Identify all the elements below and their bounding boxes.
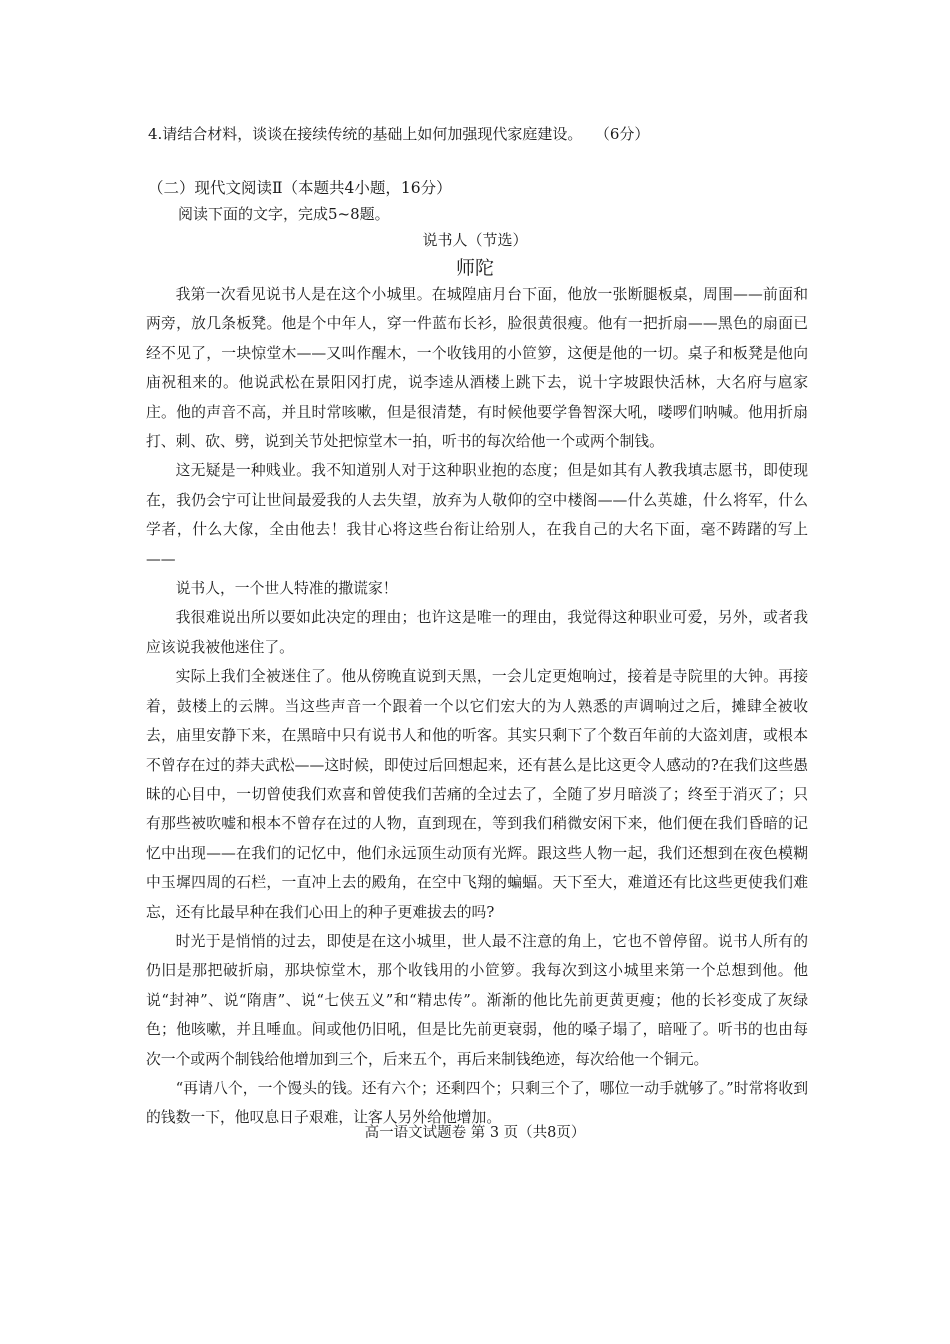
article-body <box>146 280 808 1133</box>
paragraph: 实际上我们全被迷住了。他从傍晚直说到天黑，一会儿定更炮响过，接着是寺院里的大钟。再接着，鼓楼上的云牌。当这些声音一个跟着一个以它们宏大的为人熟悉的声调响过之后，摊肆全被收去，庙里安静下来，在黑暗中只有说书人和他的听客。其实只剩下了个数百年前的大盗刘唐，或根本不曾存在过的莽夫武松——这时候，即使过后回想起来，还有甚么是比这更令人感动的?在我们这些愚昧的心目中，一切曾使我们欢喜和曾使我们苦痛的全过去了，全随了岁月暗淡了；终至于消灭了；只有那些被吹嘘和根本不曾存在过的人物，直到现在，等到我们稍微安闲下来，他们便在我们昏暗的记忆中出现——在我们的记忆中，他们永远顶生动顶有光辉。跟这些人物一起，我们还想到在夜色模糊中玉墀四周的石栏，一直冲上去的殿角，在空中飞翔的蝙蝠。天下至大，难道还有比这些更使我们难忘，还有比最早种在我们心田上的种子更难拔去的吗? <box>146 668 808 921</box>
paragraph: 说书人，一个世人特准的撒谎家！ <box>175 580 398 598</box>
paragraph: 这无疑是一种贱业。我不知道别人对于这种职业抱的态度；但是如其有人教我填志愿书，即使现在，我仍会宁可让世间最爱我的人去失望，放弃为人敬仰的空中楼阁——什么英雄，什么将军，什么学者，什么大傢，全由他去！我甘心将这些台衔让给别人，在我自己的大名下面，毫不踌躇的写上—— <box>146 462 808 568</box>
article-title: 说书人（节选） <box>422 231 528 249</box>
article-author: 师陀 <box>455 257 494 279</box>
question-4-score: （6分） <box>602 125 650 143</box>
question-4 <box>148 123 848 144</box>
page-footer: 高一语文试题卷 第 3 页（共8页） <box>364 1125 586 1141</box>
reading-instruction: 阅读下面的文字，完成5~8题。 <box>178 205 390 223</box>
paragraph: 我第一次看见说书人是在这个小城里。在城隍庙月台下面，他放一张断腿板桌，周围——前面和两旁，放几条板凳。他是个中年人，穿一件蓝布长衫，脸很黄很瘦。他有一把折扇——黑色的扇面已经不见了，一块惊堂木——又叫作醒木，一个收钱用的小笸箩，这便是他的一切。桌子和板凳是他向庙祝租来的。他说武松在景阳冈打虎，说李逵从酒楼上跳下去，说十字坡跟快活林，大名府与扈家庄。他的声音不高，并且时常咳嗽，但是很清楚，有时候他要学鲁智深大吼，喽啰们呐喊。他用折扇打、刺、砍、劈，说到关节处把惊堂木一拍，听书的每次给他一个或两个制钱。 <box>146 286 808 451</box>
question-4-text: 4.请结合材料，谈谈在接续传统的基础上如何加强现代家庭建设。 <box>148 125 583 143</box>
section-heading: （二）现代文阅读Ⅱ（本题共4小题，16分） <box>148 179 452 197</box>
paragraph: 时光于是悄悄的过去，即使是在这小城里，世人最不注意的角上，它也不曾停留。说书人所有的仍旧是那把破折扇，那块惊堂木，那个收钱用的小笸箩。我每次到这小城里来第一个总想到他。他说“封神”、说“隋唐”、说“七侠五义”和“精忠传”。渐渐的他比先前更黄更瘦；他的长衫变成了灰绿色；他咳嗽，并且唾血。间或他仍旧吼，但是比先前更衰弱，他的嗓子塌了，暗哑了。听书的也由每次一个或两个制钱给他增加到三个，后来五个，再后来制钱绝迹，每次给他一个铜元。 <box>146 932 808 1068</box>
paragraph: 我很难说出所以要如此决定的理由；也许这是唯一的理由，我觉得这种职业可爱，另外，或者我应该说我被他迷住了。 <box>146 609 808 656</box>
paragraph: “再请八个，一个馒头的钱。还有六个；还剩四个；只剩三个了，哪位一动手就够了。”时常将收到的钱数一下，他叹息日子艰难，让客人另外给他增加。 <box>146 1079 808 1127</box>
